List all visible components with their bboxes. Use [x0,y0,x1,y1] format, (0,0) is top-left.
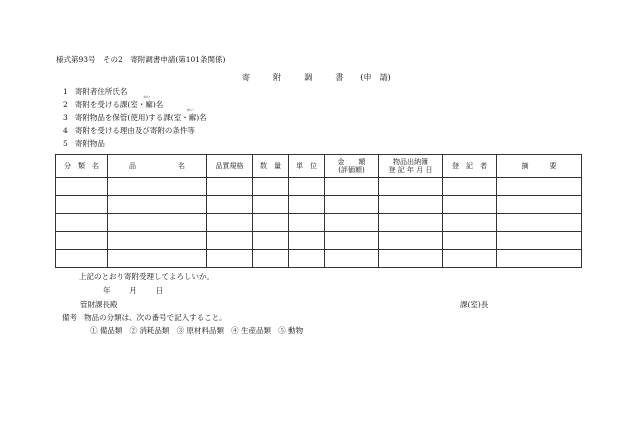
table-cell[interactable] [379,196,443,214]
header-line: 登 記 年 月 日 [388,166,433,174]
table-cell[interactable] [289,178,325,196]
table-cell[interactable] [207,196,253,214]
remark-text: 物品の分類は、次の番号で記入すること。 [84,313,227,322]
table-cell[interactable] [379,250,443,268]
category-number: ③ [176,326,185,335]
date-month-label: 月 [129,286,137,295]
ruby-reading: かい [186,108,194,112]
table-cell[interactable] [289,196,325,214]
column-header-quantity: 数 量 [253,155,289,178]
form-number: 様式第93号 その2 寄附調書申請(第101条関係) [56,55,226,64]
column-header-category: 分 類 名 [56,155,108,178]
table-row [56,232,582,250]
item-number: 3 [63,113,68,122]
remark-line [62,313,227,322]
remark-label: 備考 [62,313,77,322]
list-item [63,126,195,135]
table-cell[interactable] [207,178,253,196]
category-number: ② [129,326,138,335]
header-line: (評価額) [338,166,365,174]
item-text: 寄附を受ける理由及び寄附の条件等 [74,126,195,135]
table-cell[interactable] [207,250,253,268]
table-cell[interactable] [497,232,582,250]
category-name: 備品類 [99,326,123,335]
title-char: 調 [304,73,313,82]
category-name: 動物 [288,326,304,335]
table-cell[interactable] [56,250,108,268]
header-line: 物品出納簿 [393,158,428,166]
table-cell[interactable] [497,196,582,214]
item-number: 1 [63,87,68,96]
column-header-amount [325,155,379,178]
addressee: 管財課長殿 [80,300,118,309]
table-cell[interactable] [108,250,207,268]
table-cell[interactable] [497,214,582,232]
donation-items-table [55,154,582,268]
item-text-end: )名 [196,113,207,122]
table-cell[interactable] [207,232,253,250]
table-cell[interactable] [108,214,207,232]
table-cell[interactable] [325,178,379,196]
kanji: 廨 [145,100,153,109]
signer-title: 課(室)長 [460,300,489,309]
category-number: ④ [231,326,239,335]
table-cell[interactable] [56,196,108,214]
column-header-item-name: 品 名 [108,155,207,178]
table-cell[interactable] [56,178,108,196]
ruby-reading: かい [143,95,151,99]
column-header-remarks: 摘 要 [497,155,582,178]
table-cell[interactable] [253,214,289,232]
item-text: 寄附物品を保管(使用)する課(室・ [74,113,189,122]
table-cell[interactable] [443,196,497,214]
category-name: 消耗品類 [139,326,170,335]
category-name: 生産品類 [241,326,272,335]
table-row [56,178,582,196]
kanji: 廨 [188,113,197,122]
table-cell[interactable] [253,196,289,214]
table-header-row [56,155,582,178]
item-text: 寄附物品 [74,139,105,148]
category-number: ① [90,326,98,335]
table-cell[interactable] [379,214,443,232]
item-text: 寄附を受ける課(室・ [74,100,146,109]
item-text: 寄附者住所氏名 [74,87,128,96]
table-cell[interactable] [497,250,582,268]
ruby-kanji [186,108,197,122]
table-cell[interactable] [56,232,108,250]
list-item [63,95,164,109]
table-cell[interactable] [379,178,443,196]
table-cell[interactable] [379,232,443,250]
category-name: 原材料品類 [186,326,224,335]
column-header-unit: 単 位 [289,155,325,178]
table-cell[interactable] [253,232,289,250]
title-char: 寄 [242,73,250,82]
table-cell[interactable] [253,178,289,196]
item-number: 2 [63,100,68,109]
table-cell[interactable] [443,178,497,196]
table-cell[interactable] [207,214,253,232]
table-cell[interactable] [289,250,325,268]
date-year-label: 年 [103,286,111,295]
item-number: 4 [63,126,68,135]
header-line: 金 額 [337,158,366,166]
column-header-ledger-date [379,155,443,178]
list-item [63,87,127,96]
ruby-kanji [143,95,153,109]
table-cell[interactable] [443,214,497,232]
date-day-label: 日 [155,286,164,295]
approval-text: 上記のとおり寄附受理してよろしいか。 [79,272,214,281]
table-row [56,250,582,268]
title-char: 附 [273,73,282,82]
item-number: 5 [63,139,68,148]
category-number: ⑤ [278,326,286,335]
date-line [103,286,163,295]
table-cell[interactable] [56,214,108,232]
item-text-end: )名 [152,100,164,109]
table-cell[interactable] [325,214,379,232]
list-item [63,139,105,148]
table-cell[interactable] [325,250,379,268]
category-list [90,326,303,335]
table-cell[interactable] [289,232,325,250]
table-cell[interactable] [443,250,497,268]
table-row [56,214,582,232]
table-cell[interactable] [289,214,325,232]
title-suffix: (申 請) [360,73,391,82]
table-cell[interactable] [108,178,207,196]
table-cell[interactable] [108,196,207,214]
column-header-registrar: 登 記 者 [443,155,497,178]
table-cell[interactable] [253,250,289,268]
title-char: 書 [335,73,344,82]
list-item [63,108,207,122]
table-cell[interactable] [108,232,207,250]
table-row [56,196,582,214]
table-cell[interactable] [497,178,582,196]
table-cell[interactable] [325,232,379,250]
form-title [242,73,391,82]
column-header-quality: 品質規格 [207,155,253,178]
table-cell[interactable] [325,196,379,214]
table-cell[interactable] [443,232,497,250]
